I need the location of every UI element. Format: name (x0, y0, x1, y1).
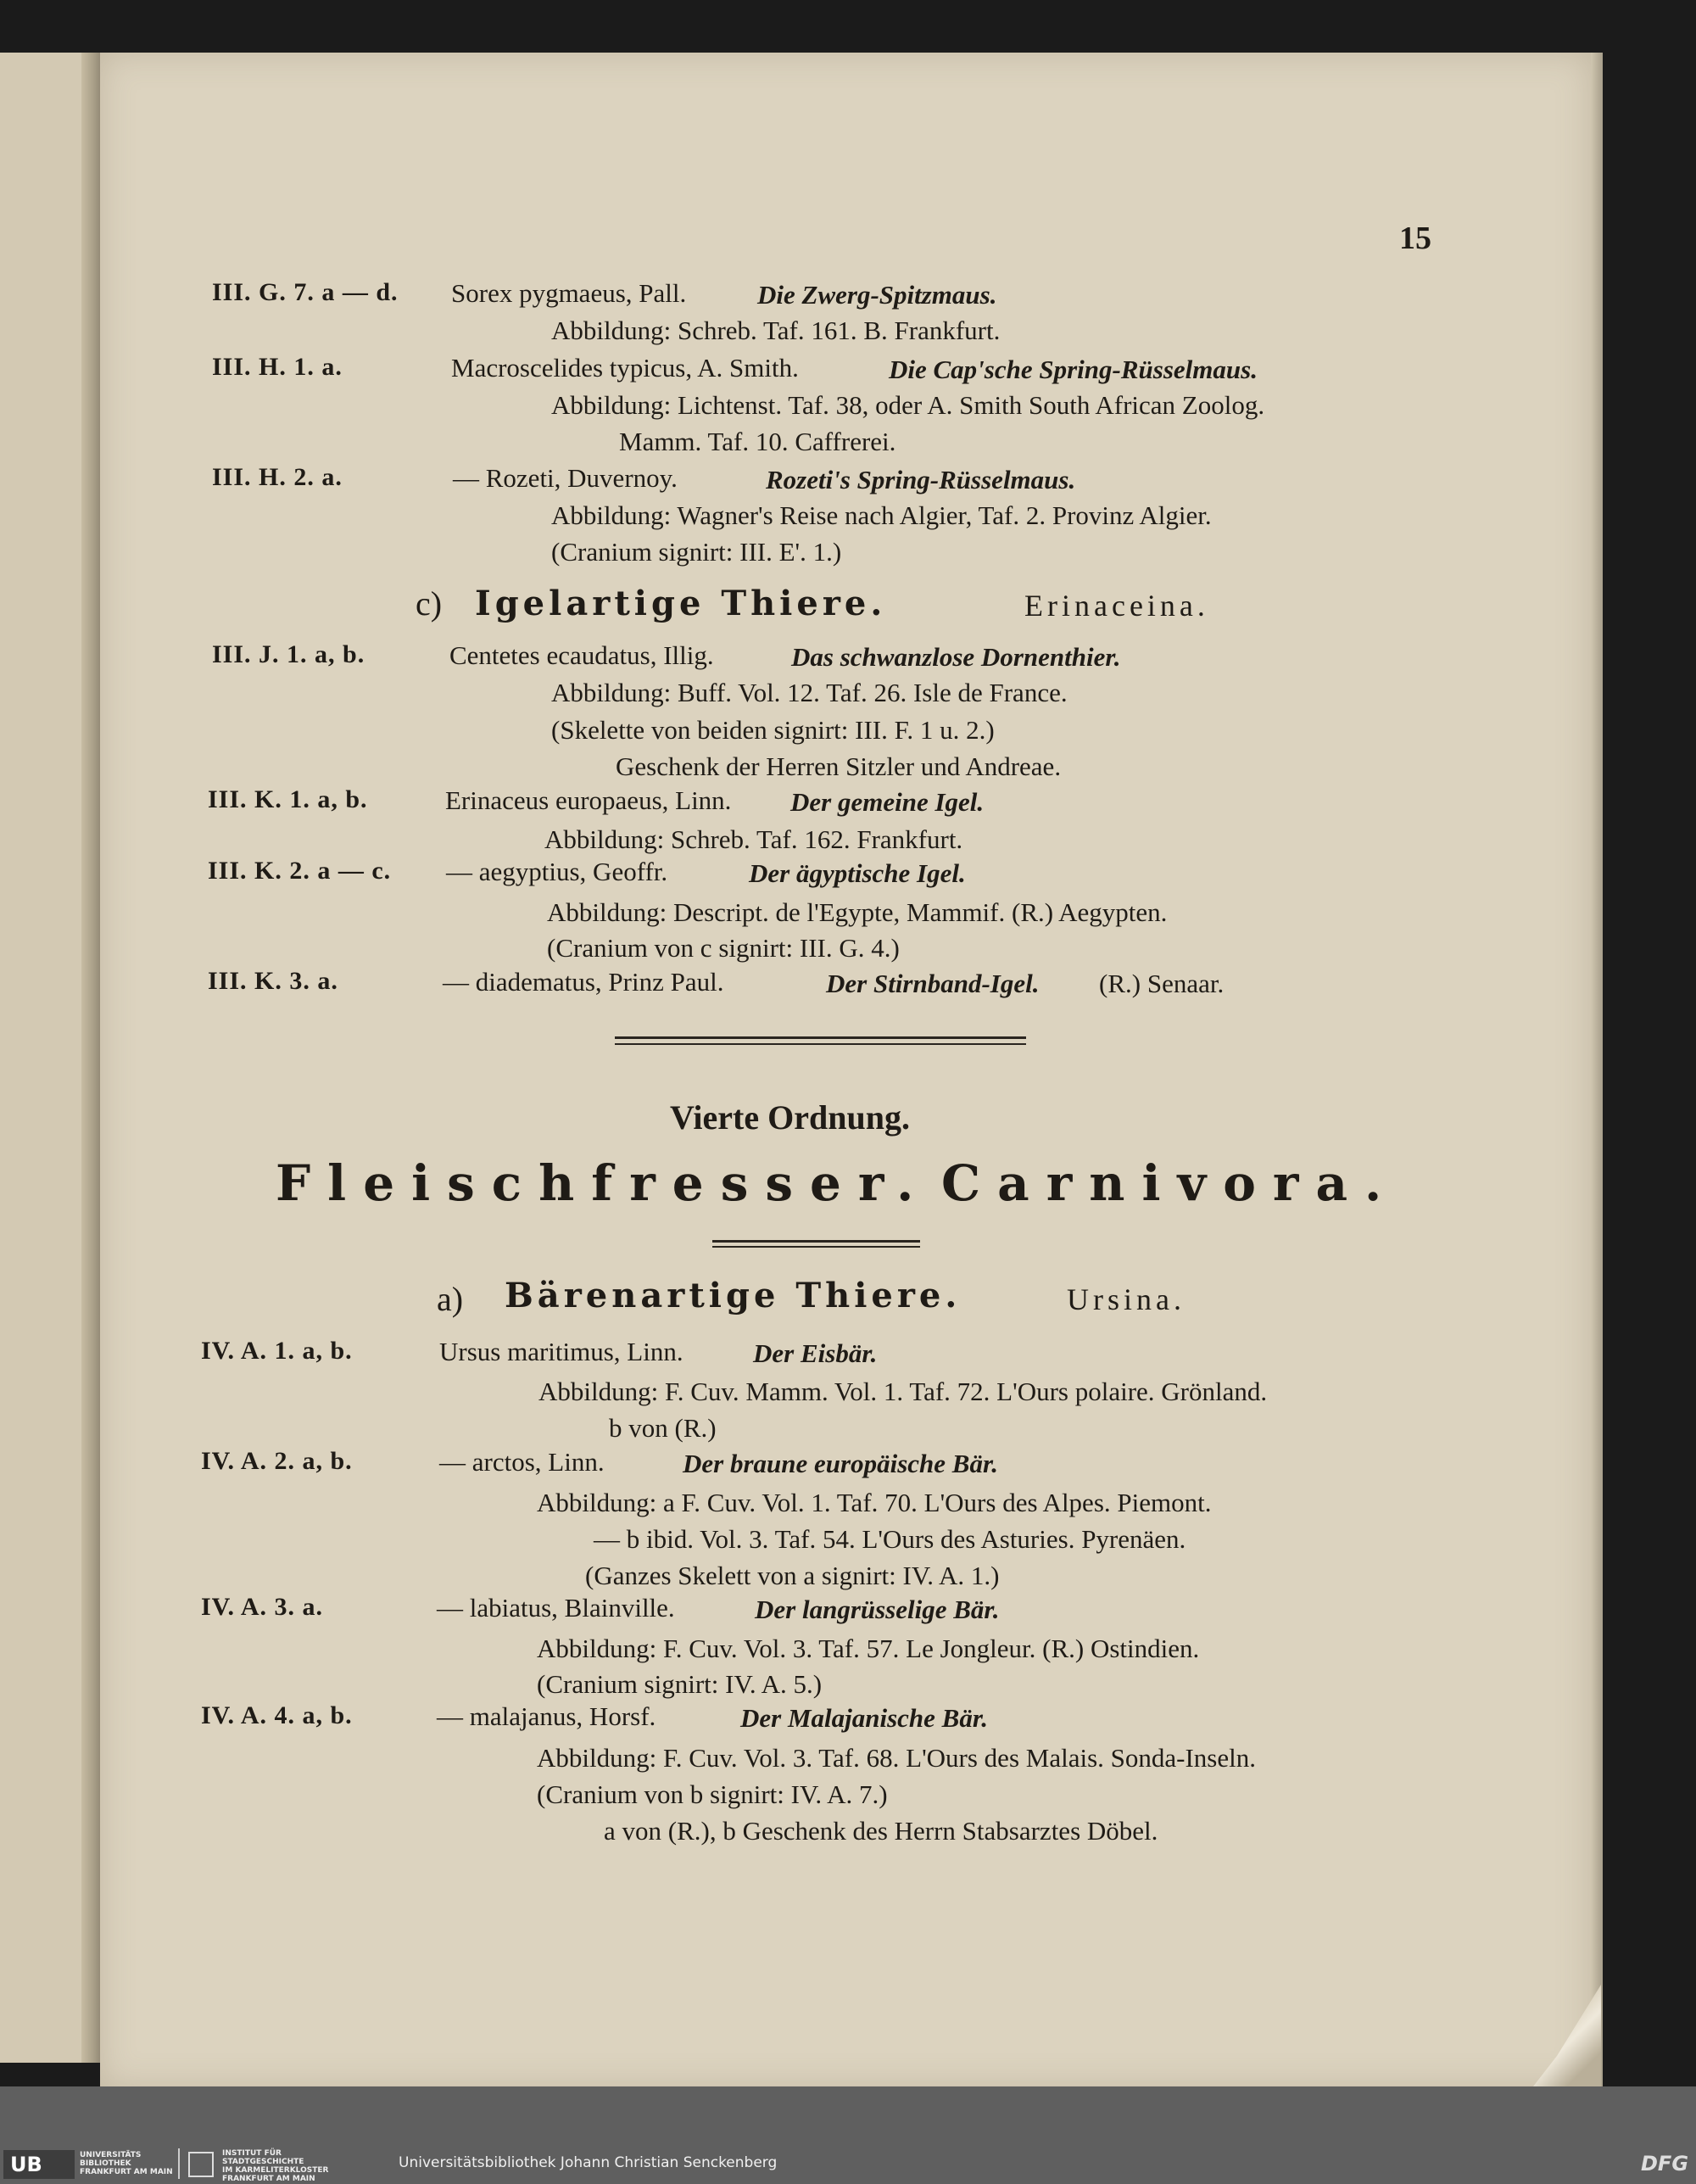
german-name: Der langrüsselige Bär. (755, 1595, 1000, 1624)
entry-code: III. K. 3. a. (208, 967, 338, 995)
entry-detail: Abbildung: F. Cuv. Vol. 3. Taf. 57. Le Jongleur. (R.) Ostindien. (537, 1634, 1200, 1663)
entry-detail: (Cranium von c signirt: III. G. 4.) (547, 933, 900, 963)
entry-detail: (Cranium signirt: III. E'. 1.) (551, 537, 842, 567)
page-number: 15 (1399, 221, 1431, 256)
entry-code: III. H. 2. a. (212, 463, 343, 491)
entry-detail: (Skelette von beiden signirt: III. F. 1 u. 2.) (551, 715, 995, 745)
german-name: Das schwanzlose Dornenthier. (791, 642, 1121, 672)
section-letter: c) (416, 584, 443, 623)
entry-detail: (Cranium von b signirt: IV. A. 7.) (537, 1779, 888, 1809)
entry-detail: (Cranium signirt: IV. A. 5.) (537, 1669, 823, 1699)
entry-detail: Abbildung: F. Cuv. Mamm. Vol. 1. Taf. 72. L'Ours polaire. Grönland. (538, 1377, 1268, 1406)
entry-detail: (R.) Senaar. (1099, 969, 1225, 998)
german-name: Der Eisbär. (753, 1338, 878, 1368)
german-name: Der ägyptische Igel. (749, 858, 966, 888)
entry-code: III. H. 1. a. (212, 353, 343, 381)
entry-code: IV. A. 2. a, b. (201, 1447, 353, 1475)
entry-detail: Abbildung: Schreb. Taf. 162. Frankfurt. (544, 824, 963, 854)
entry-detail: (Ganzes Skelett von a signirt: IV. A. 1.) (585, 1561, 1000, 1590)
order-title: Vierte Ordnung. (670, 1098, 910, 1137)
section-heading: Igelartige Thiere. (475, 584, 887, 623)
short-rule (712, 1246, 920, 1248)
entry-detail: Mamm. Taf. 10. Caffrerei. (619, 427, 896, 456)
german-name: Die Cap'sche Spring-Rüsselmaus. (889, 355, 1258, 384)
entry-detail: Abbildung: F. Cuv. Vol. 3. Taf. 68. L'Ours des Malais. Sonda-Inseln. (537, 1743, 1256, 1773)
german-name: Die Zwerg-Spitzmaus. (757, 280, 997, 310)
double-rule (615, 1036, 1026, 1039)
species-name: Ursus maritimus, Linn. (439, 1337, 683, 1366)
species-name: — Rozeti, Duvernoy. (453, 463, 678, 493)
short-rule (712, 1240, 920, 1243)
double-rule (615, 1043, 1026, 1045)
entry-code: IV. A. 4. a, b. (201, 1701, 353, 1729)
section-letter: a) (437, 1280, 464, 1318)
entry-detail: Abbildung: Schreb. Taf. 161. B. Frankfurt. (551, 316, 1001, 345)
species-name: Macroscelides typicus, A. Smith. (451, 353, 799, 383)
library-name: Universitätsbibliothek Johann Christian Senckenberg (399, 2154, 778, 2171)
german-name: Der Stirnband-Igel. (826, 969, 1040, 998)
isg-logo-icon (188, 2152, 214, 2177)
section-latin: Ursina. (1067, 1282, 1186, 1316)
footer-separator (178, 2148, 180, 2179)
entry-code: IV. A. 3. a. (201, 1593, 323, 1621)
entry-detail: Abbildung: Lichtenst. Taf. 38, oder A. Smith South African Zoolog. (551, 390, 1265, 420)
entry-code: III. K. 2. a — c. (208, 857, 392, 885)
isg-logo-text[interactable]: INSTITUT FÜR STADTGESCHICHTE IM KARMELITERKLOSTER FRANKFURT AM MAIN (222, 2149, 329, 2183)
species-name: Sorex pygmaeus, Pall. (451, 278, 687, 308)
german-name: Der Malajanische Bär. (740, 1703, 988, 1733)
entry-detail: b von (R.) (609, 1413, 717, 1443)
german-name: Der gemeine Igel. (790, 787, 985, 817)
page-edge (1591, 53, 1603, 2088)
book-gutter (81, 53, 102, 2063)
order-heading-latin: Carnivora. (941, 1154, 1399, 1212)
german-name: Der braune europäische Bär. (683, 1449, 999, 1478)
entry-detail: Geschenk der Herren Sitzler und Andreae. (616, 751, 1062, 781)
entry-detail: — b ibid. Vol. 3. Taf. 54. L'Ours des Asturies. Pyrenäen. (594, 1524, 1186, 1554)
order-heading-german: Fleischfresser. (276, 1154, 931, 1212)
dfg-logo[interactable]: DFG (1641, 2152, 1689, 2176)
entry-code: III. K. 1. a, b. (208, 785, 368, 813)
entry-detail: Abbildung: Buff. Vol. 12. Taf. 26. Isle de France. (551, 678, 1068, 707)
german-name: Rozeti's Spring-Rüsselmaus. (766, 465, 1076, 494)
species-name: Erinaceus europaeus, Linn. (445, 785, 732, 815)
entry-detail: Abbildung: Descript. de l'Egypte, Mammif. (R.) Aegypten. (547, 897, 1168, 927)
entry-code: III. G. 7. a — d. (212, 278, 399, 306)
entry-code: IV. A. 1. a, b. (201, 1337, 353, 1365)
section-latin: Erinaceina. (1024, 589, 1209, 623)
section-heading: Bärenartige Thiere. (505, 1276, 962, 1315)
ub-logo[interactable]: UB (10, 2153, 42, 2176)
ub-logo-text: UNIVERSITÄTS BIBLIOTHEK FRANKFURT AM MAIN (80, 2151, 173, 2176)
entry-detail: a von (R.), b Geschenk des Herrn Stabsarztes Döbel. (604, 1816, 1158, 1846)
species-name: — diadematus, Prinz Paul. (443, 967, 724, 997)
species-name: — arctos, Linn. (439, 1447, 605, 1477)
entry-detail: Abbildung: Wagner's Reise nach Algier, Taf. 2. Provinz Algier. (551, 500, 1212, 530)
species-name: Centetes ecaudatus, Illig. (449, 640, 714, 670)
species-name: — malajanus, Horsf. (437, 1701, 656, 1731)
species-name: — aegyptius, Geoffr. (446, 857, 668, 886)
entry-detail: Abbildung: a F. Cuv. Vol. 1. Taf. 70. L'Ours des Alpes. Piemont. (537, 1488, 1212, 1517)
entry-code: III. J. 1. a, b. (212, 640, 365, 668)
species-name: — labiatus, Blainville. (437, 1593, 675, 1623)
